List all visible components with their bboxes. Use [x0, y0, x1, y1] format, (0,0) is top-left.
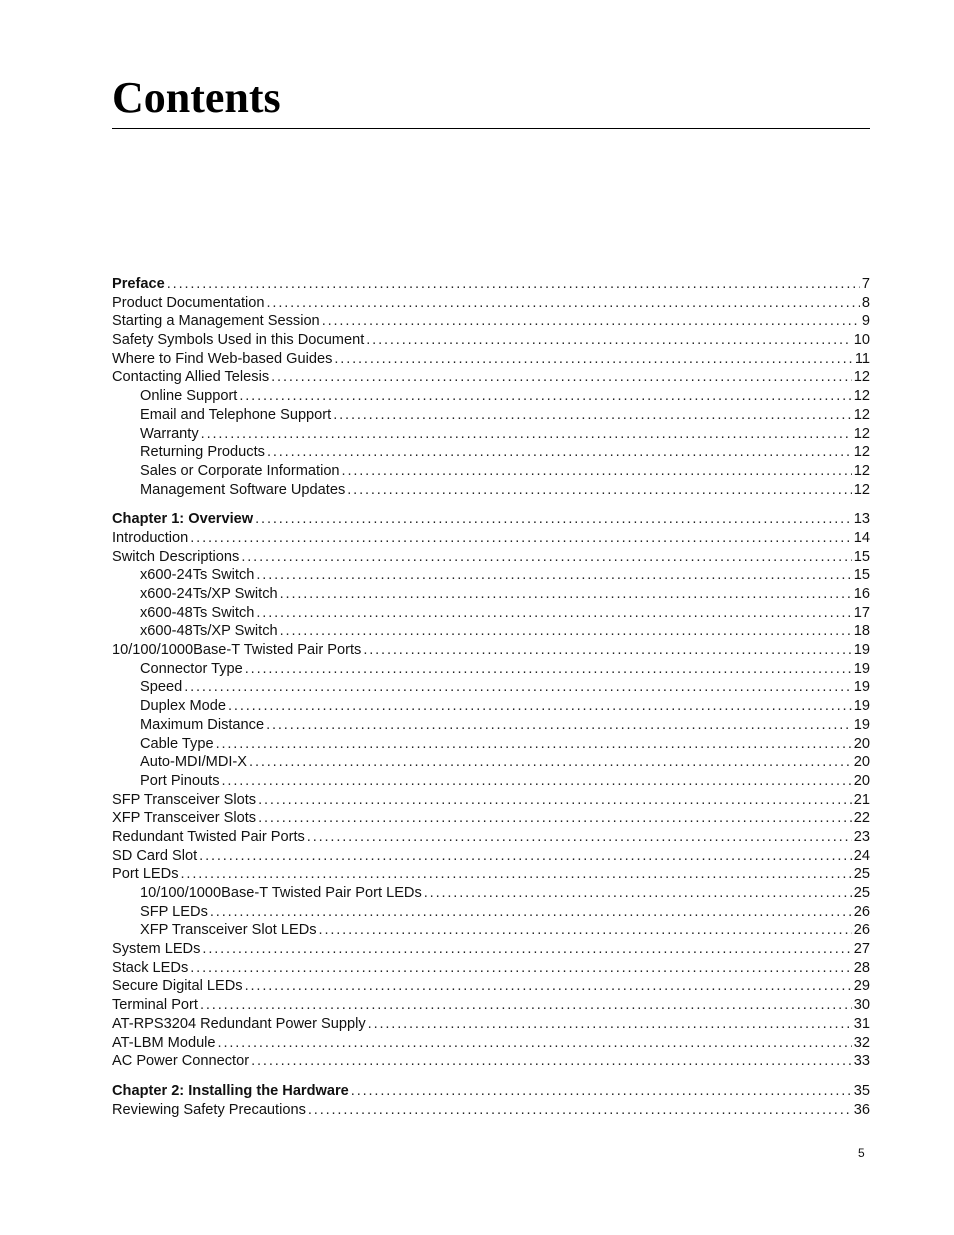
- toc-entry-page: 12: [853, 369, 870, 386]
- dot-leader: [308, 1101, 852, 1120]
- toc-subentry[interactable]: [112, 622, 870, 641]
- toc-entry-page: 8: [861, 294, 870, 311]
- toc-entry[interactable]: [112, 331, 870, 350]
- toc-chapter-entry[interactable]: [112, 510, 870, 529]
- toc-entry[interactable]: [112, 959, 870, 978]
- toc-entry-label: SFP Transceiver Slots: [112, 791, 257, 808]
- dot-leader: [366, 331, 852, 350]
- toc-chapter-entry[interactable]: [112, 1082, 870, 1101]
- toc-entry-label: x600-24Ts Switch: [140, 567, 255, 584]
- dot-leader: [351, 1082, 852, 1101]
- toc-entry-label: Speed: [140, 679, 183, 696]
- toc-entry[interactable]: [112, 350, 870, 369]
- toc-entry-page: 12: [853, 481, 870, 498]
- toc-subentry[interactable]: [112, 660, 870, 679]
- toc-entry-label: AC Power Connector: [112, 1053, 250, 1070]
- toc-subentry[interactable]: [112, 387, 870, 406]
- dot-leader: [245, 660, 852, 679]
- dot-leader: [258, 791, 852, 810]
- toc-entry-label: Management Software Updates: [140, 481, 346, 498]
- toc-subentry[interactable]: [112, 716, 870, 735]
- toc-entry[interactable]: [112, 865, 870, 884]
- toc-entry[interactable]: [112, 529, 870, 548]
- toc-entry-page: 21: [853, 791, 870, 808]
- dot-leader: [239, 387, 851, 406]
- dot-leader: [368, 1015, 852, 1034]
- dot-leader: [271, 368, 852, 387]
- toc-entry-label: AT-LBM Module: [112, 1034, 216, 1051]
- toc-entry-page: 32: [853, 1034, 870, 1051]
- page-number: 5: [858, 1146, 865, 1160]
- toc-entry-page: 15: [853, 548, 870, 565]
- toc-entry[interactable]: [112, 312, 870, 331]
- toc-entry[interactable]: [112, 847, 870, 866]
- toc-entry-label: Stack LEDs: [112, 959, 189, 976]
- toc-entry-label: Safety Symbols Used in this Document: [112, 332, 365, 349]
- toc-entry-page: 35: [853, 1082, 870, 1099]
- dot-leader: [255, 510, 852, 529]
- toc-entry-label: x600-48Ts/XP Switch: [140, 623, 278, 640]
- toc-entry-label: Maximum Distance: [140, 716, 265, 733]
- toc-entry[interactable]: [112, 1052, 870, 1071]
- toc-entry-page: 14: [853, 529, 870, 546]
- toc-entry-label: Email and Telephone Support: [140, 406, 332, 423]
- toc-entry-label: Contacting Allied Telesis: [112, 369, 270, 386]
- toc-entry-page: 18: [853, 623, 870, 640]
- toc-subentry[interactable]: [112, 884, 870, 903]
- toc-entry[interactable]: [112, 548, 870, 567]
- toc-subentry[interactable]: [112, 425, 870, 444]
- dot-leader: [210, 903, 852, 922]
- toc-subentry[interactable]: [112, 903, 870, 922]
- toc-subentry[interactable]: [112, 604, 870, 623]
- toc-entry-label: 10/100/1000Base-T Twisted Pair Ports: [112, 642, 362, 659]
- table-of-contents: [112, 275, 870, 1119]
- toc-entry-label: Warranty: [140, 425, 199, 442]
- dot-leader: [424, 884, 852, 903]
- toc-entry-page: 19: [853, 679, 870, 696]
- toc-entry[interactable]: [112, 940, 870, 959]
- toc-entry-page: 16: [853, 586, 870, 602]
- toc-entry-label: Online Support: [140, 388, 238, 405]
- toc-entry[interactable]: [112, 809, 870, 828]
- toc-entry-label: Starting a Management Session: [112, 313, 320, 330]
- toc-entry-label: Terminal Port: [112, 997, 198, 1014]
- toc-entry-label: Cable Type: [140, 735, 214, 752]
- dot-leader: [228, 697, 852, 716]
- toc-entry[interactable]: [112, 368, 870, 387]
- toc-subentry[interactable]: [112, 443, 870, 462]
- toc-entry-page: 12: [853, 388, 870, 405]
- toc-entry-page: 7: [861, 276, 870, 292]
- toc-entry-page: 19: [853, 660, 870, 677]
- dot-leader: [256, 604, 851, 623]
- toc-entry-page: 26: [853, 903, 870, 920]
- dot-leader: [258, 809, 852, 828]
- dot-leader: [199, 847, 852, 866]
- dot-leader: [222, 772, 852, 791]
- toc-subentry[interactable]: [112, 406, 870, 425]
- toc-subentry[interactable]: [112, 921, 870, 940]
- toc-entry-page: 24: [853, 847, 870, 864]
- toc-entry-page: 20: [853, 754, 870, 771]
- toc-entry-page: 25: [853, 866, 870, 883]
- toc-subentry[interactable]: [112, 462, 870, 481]
- toc-subentry[interactable]: [112, 585, 870, 604]
- toc-entry-label: Preface: [112, 276, 165, 292]
- toc-entry-label: Chapter 1: Overview: [112, 511, 254, 528]
- toc-entry[interactable]: [112, 641, 870, 660]
- toc-entry-label: System LEDs: [112, 941, 201, 958]
- page-title: Contents: [112, 73, 281, 122]
- toc-entry-page: 19: [853, 698, 870, 715]
- dot-leader: [319, 921, 852, 940]
- toc-entry-label: Port LEDs: [112, 866, 179, 883]
- toc-entry-page: 12: [853, 444, 870, 461]
- dot-leader: [202, 940, 851, 959]
- toc-entry-page: 23: [853, 828, 870, 845]
- toc-entry[interactable]: [112, 977, 870, 996]
- toc-entry-page: 25: [853, 885, 870, 901]
- toc-subentry[interactable]: [112, 735, 870, 754]
- toc-entry-page: 28: [853, 959, 870, 976]
- dot-leader: [181, 865, 852, 884]
- toc-entry-page: 15: [853, 567, 870, 584]
- dot-leader: [190, 529, 852, 548]
- toc-entry-label: Connector Type: [140, 660, 243, 677]
- toc-entry-page: 10: [853, 332, 870, 349]
- dot-leader: [167, 275, 860, 294]
- dot-leader: [363, 641, 851, 660]
- toc-entry-page: 36: [853, 1101, 870, 1118]
- dot-leader: [334, 350, 852, 369]
- toc-entry-page: 30: [853, 997, 870, 1014]
- toc-entry[interactable]: [112, 1034, 870, 1053]
- toc-subentry[interactable]: [112, 566, 870, 585]
- toc-entry-page: 33: [853, 1053, 870, 1070]
- toc-entry-label: Switch Descriptions: [112, 548, 240, 565]
- toc-entry-label: x600-48Ts Switch: [140, 604, 255, 621]
- dot-leader: [218, 1034, 852, 1053]
- toc-entry-page: 20: [853, 772, 870, 789]
- toc-entry-label: Port Pinouts: [140, 772, 220, 789]
- dot-leader: [184, 678, 852, 697]
- toc-entry-page: 27: [853, 941, 870, 958]
- toc-entry-label: Secure Digital LEDs: [112, 978, 243, 995]
- dot-leader: [307, 828, 852, 847]
- toc-entry-label: Returning Products: [140, 444, 265, 461]
- toc-entry-label: Redundant Twisted Pair Ports: [112, 828, 305, 845]
- dot-leader: [333, 406, 852, 425]
- toc-entry-label: Auto-MDI/MDI-X: [140, 754, 248, 771]
- toc-subentry[interactable]: [112, 481, 870, 500]
- toc-subentry[interactable]: [112, 678, 870, 697]
- dot-leader: [249, 753, 852, 772]
- dot-leader: [201, 425, 852, 444]
- toc-entry-page: 26: [853, 922, 870, 939]
- toc-entry[interactable]: [112, 1101, 870, 1120]
- toc-entry-page: 17: [853, 604, 870, 621]
- dot-leader: [280, 622, 852, 641]
- toc-entry-label: Where to Find Web-based Guides: [112, 350, 333, 367]
- toc-entry-page: 19: [853, 642, 870, 659]
- toc-entry-page: 9: [861, 313, 870, 330]
- toc-entry-page: 12: [853, 425, 870, 442]
- toc-entry-label: 10/100/1000Base-T Twisted Pair Port LEDs: [140, 885, 422, 901]
- dot-leader: [251, 1052, 852, 1071]
- dot-leader: [245, 977, 852, 996]
- dot-leader: [280, 585, 852, 604]
- toc-entry-label: Introduction: [112, 529, 189, 546]
- dot-leader: [267, 443, 852, 462]
- toc-entry-page: 29: [853, 978, 870, 995]
- toc-entry-label: Chapter 2: Installing the Hardware: [112, 1082, 349, 1099]
- toc-entry[interactable]: [112, 996, 870, 1015]
- dot-leader: [266, 716, 852, 735]
- dot-leader: [241, 548, 851, 567]
- toc-entry-page: 19: [853, 716, 870, 733]
- toc-entry-label: SD Card Slot: [112, 847, 198, 864]
- toc-subentry[interactable]: [112, 753, 870, 772]
- dot-leader: [322, 312, 860, 331]
- toc-entry[interactable]: [112, 828, 870, 847]
- toc-entry-page: 20: [853, 735, 870, 752]
- title-rule: [112, 128, 870, 129]
- toc-entry-label: AT-RPS3204 Redundant Power Supply: [112, 1015, 366, 1032]
- toc-entry-page: 31: [853, 1015, 870, 1032]
- dot-leader: [216, 735, 852, 754]
- toc-entry-label: Sales or Corporate Information: [140, 462, 340, 479]
- toc-entry[interactable]: [112, 275, 870, 294]
- dot-leader: [267, 294, 860, 313]
- dot-leader: [342, 462, 852, 481]
- toc-entry-label: x600-24Ts/XP Switch: [140, 586, 278, 602]
- toc-entry[interactable]: [112, 791, 870, 810]
- toc-subentry[interactable]: [112, 772, 870, 791]
- dot-leader: [347, 481, 852, 500]
- toc-entry-label: Reviewing Safety Precautions: [112, 1101, 306, 1118]
- toc-entry-label: SFP LEDs: [140, 903, 208, 920]
- dot-leader: [256, 566, 851, 585]
- toc-entry-label: Product Documentation: [112, 294, 265, 311]
- toc-entry-page: 11: [854, 350, 870, 367]
- toc-entry-label: XFP Transceiver Slot LEDs: [140, 922, 317, 939]
- dot-leader: [190, 959, 852, 978]
- toc-entry[interactable]: [112, 294, 870, 313]
- toc-entry-page: 13: [853, 511, 870, 528]
- dot-leader: [200, 996, 852, 1015]
- toc-entry-label: Duplex Mode: [140, 698, 226, 715]
- toc-entry[interactable]: [112, 1015, 870, 1034]
- toc-entry-page: 12: [853, 462, 870, 479]
- toc-entry-label: XFP Transceiver Slots: [112, 810, 257, 827]
- toc-entry-page: 22: [853, 810, 870, 827]
- toc-entry-page: 12: [853, 406, 870, 423]
- toc-subentry[interactable]: [112, 697, 870, 716]
